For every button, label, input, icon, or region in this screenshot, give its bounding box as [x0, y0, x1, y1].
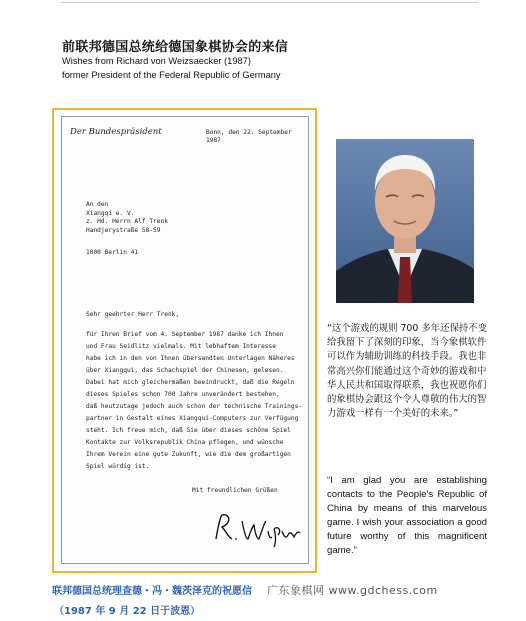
quote-chinese: “这个游戏的规则 700 多年还保持不变给我留下了深刻的印象，当今象棋软件可以作为辅助训练的科技手段。我也非常高兴你们能通过这个奇妙的游戏和中华人民共和国取得联系，我也祝愿你们的象棋协会跟这个令人尊敬的伟大的智力游戏一样有一个美好的未来。” [327, 323, 487, 420]
caption-line-1: 联邦德国总统理查德・冯・魏茨泽克的祝愿信 [52, 586, 252, 597]
portrait-illustration [336, 139, 474, 303]
letter-line: und Frau Seidlitz vielmals. Mit lebhaftem Interesse [86, 343, 276, 350]
portrait-photo [336, 139, 474, 303]
address-line: Handjerystraße 58-59 [86, 226, 161, 234]
letter-date: Bonn, den 22. September 1987 [206, 129, 292, 145]
letter-body [86, 331, 304, 475]
letter-line: Ihrem Verein eine gute Zukunft, wie die dem großartigen [86, 451, 291, 458]
letterhead: Der Bundespräsident [70, 127, 162, 137]
letter-salutation: Sehr geehrter Herr Trenk, [86, 311, 180, 318]
page-subtitle-english-1: Wishes from Richard von Weizsaecker (1987) [62, 56, 251, 66]
letter-line: steht. Ich freue mich, daß Sie über dieses schöne Spiel [86, 427, 291, 434]
letter-closing: Mit freundlichen Grüßen [192, 487, 278, 494]
address-city: 1000 Berlin 41 [86, 249, 139, 256]
page-title-chinese: 前联邦德国总统给德国象棋协会的来信 [62, 40, 289, 55]
letter-image-frame [52, 108, 317, 573]
letter-line: dieses Spieles schon 700 Jahre unverändert bestehen, [86, 391, 280, 398]
letter-line: Spiel würdig ist. [86, 463, 150, 470]
page-subtitle-english-2: former President of the Federal Republic of Germany [62, 70, 281, 80]
handwritten-signature [212, 509, 302, 552]
letter-line: Kontakte zur Volksrepublik China pflegen, und wünsche [86, 439, 284, 446]
recipient-address [86, 201, 168, 235]
letter-line: partner in Gestalt eines Xiangqui-Computers zur Verfügung [86, 415, 299, 422]
address-line: An den [86, 201, 109, 208]
address-line: z. Hd. Herrn Alf Trenk [86, 218, 168, 225]
letter-line: Dabei hat mich gleichermaßen beeindruckt, daß die Regeln [86, 379, 295, 386]
site-watermark: 广东象棋网 www.gdchess.com [267, 584, 438, 597]
address-line: Xiangqi e. V. [86, 209, 135, 217]
letter-scan [61, 116, 309, 564]
letter-line: über Xiangqui, das Schachspiel der Chinesen, gelesen. [86, 367, 284, 374]
letter-line: daß heutzutage jedoch auch schon der technische Trainings- [86, 403, 303, 410]
letter-line: habe ich in den von Ihnen übersandten Unterlagen Näheres [86, 355, 295, 362]
signature-drawing [212, 509, 302, 549]
caption-line-2: （1987 年 9 月 22 日于波恩） [54, 606, 201, 617]
quote-english: “I am glad you are establishing contacts to the People's Republic of China by means of this marvelous game. I wish your association a good future worthy of this magnificent game.” [327, 475, 487, 556]
letter-line: für Ihren Brief vom 4. September 1987 danke ich Ihnen [86, 331, 284, 338]
top-rule [60, 2, 478, 3]
